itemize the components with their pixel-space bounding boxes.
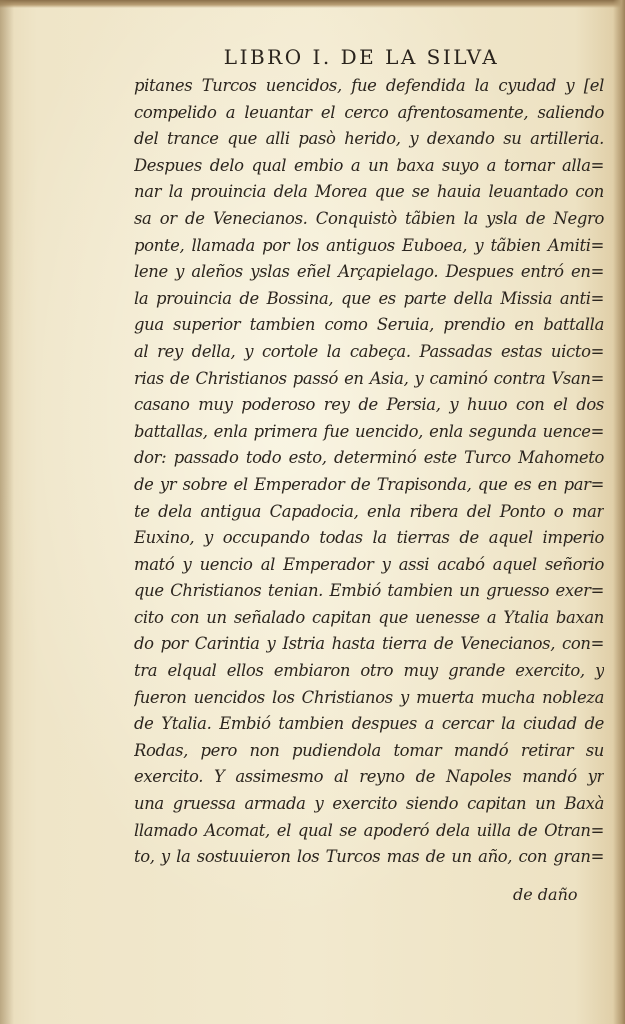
running-header: LIBRO I. DE LA SILVA (223, 45, 500, 69)
page-gutter-shadow (0, 0, 14, 1024)
text-line: ponte, llamada por los antiguos Euboea, y tãbien Amiti= (134, 235, 604, 255)
text-line: tra elqual ellos embiaron otro muy grande exercito, y (134, 661, 604, 681)
text-line: battallas, enla primera fue uencido, enla segunda uence= (134, 421, 604, 441)
text-line: rias de Christianos passó en Asia, y caminó contra Vsan= (134, 368, 604, 388)
text-line: llamado Acomat, el qual se apoderó dela uilla de Otran= (134, 820, 604, 840)
text-line: mató y uencio al Emperador y assi acabó aquel señorio (134, 554, 604, 574)
text-line: compelido a leuantar el cerco afrentosamente, saliendo (134, 102, 604, 122)
text-line: do por Carintia y Istria hasta tierra de Venecianos, con= (134, 634, 604, 654)
text-line: de Ytalia. Embió tambien despues a cercar la ciudad de (134, 714, 604, 734)
text-line: de yr sobre el Emperador de Trapisonda, que es en par= (134, 474, 604, 494)
text-line: dor: passado todo esto, determinó este Turco Mahometo (134, 448, 604, 468)
text-line: casano muy poderoso rey de Persia, y huuo con el dos (134, 395, 604, 415)
text-line: te dela antigua Capadocia, enla ribera del Ponto o mar (134, 501, 604, 521)
text-line: cito con un señalado capitan que uenesse a Ytalia baxan (134, 607, 604, 627)
catchword: de daño (513, 885, 578, 904)
text-line: fueron uencidos los Christianos y muerta mucha nobleza (134, 687, 604, 707)
text-line: la prouincia de Bossina, que es parte della Missia anti= (134, 288, 604, 308)
page-right-edge (613, 0, 625, 1024)
text-line: lene y aleños yslas eñel Arçapielago. Despues entró en= (134, 262, 604, 282)
text-line: una gruessa armada y exercito siendo capitan un Baxà (134, 794, 604, 814)
text-line: que Christianos tenian. Embió tambien un gruesso exer= (134, 581, 604, 601)
text-line: Euxino, y occupando todas la tierras de aquel imperio (134, 528, 604, 548)
text-line: Despues delo qual embio a un baxa suyo a tornar alla= (134, 155, 604, 175)
text-line: sa or de Venecianos. Conquistò tãbien la ysla de Negro (134, 208, 604, 228)
text-line: gua superior tambien como Seruia, prendio en battalla (134, 315, 604, 335)
text-line: del trance que alli pasò herido, y dexando su artilleria. (134, 129, 604, 149)
text-line: pitanes Turcos uencidos, fue defendida la cyudad y [el (134, 76, 604, 95)
text-line: al rey della, y cortole la cabeça. Passadas estas uicto= (134, 341, 604, 361)
page-top-edge (0, 0, 625, 8)
text-line: Rodas, pero non pudiendola tomar mandó retirar su (134, 740, 604, 760)
text-line: exercito. Y assimesmo al reyno de Napoles mandó yr (134, 767, 604, 787)
text-line: nar la prouincia dela Morea que se hauia leuantado con (134, 182, 604, 202)
body-text (134, 73, 604, 871)
text-line: to, y la sostuuieron los Turcos mas de un año, con gran= (134, 847, 604, 867)
